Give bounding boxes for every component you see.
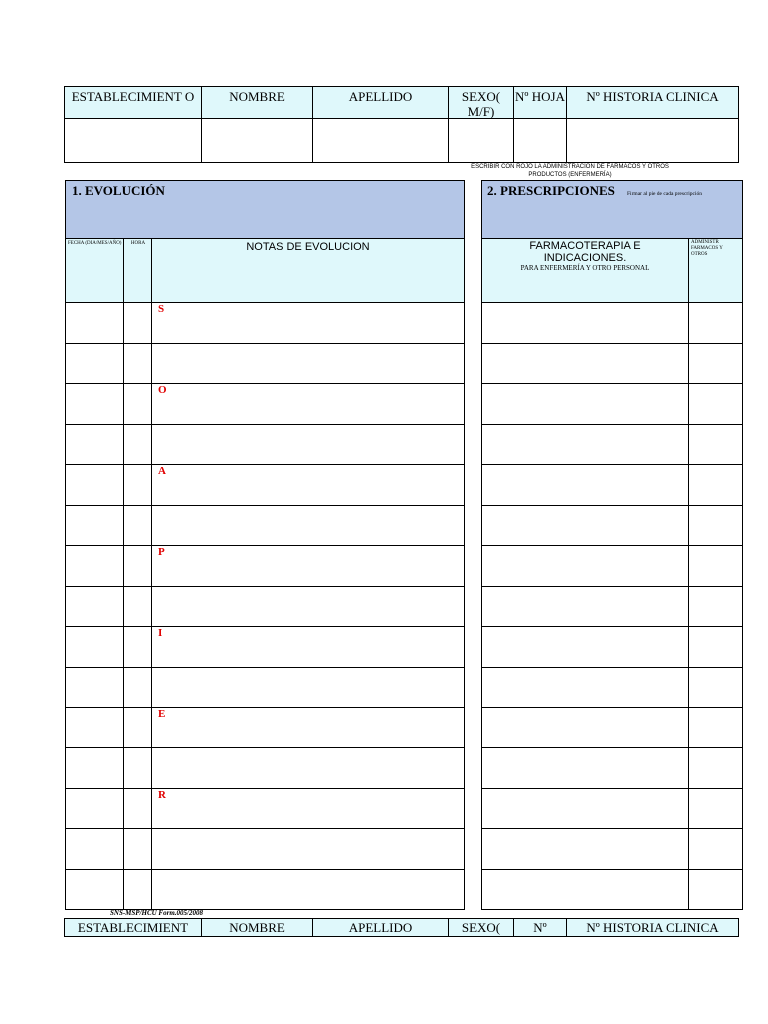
evolucion-title-bar	[66, 181, 464, 239]
establecimiento-field[interactable]	[65, 119, 202, 162]
evolucion-section	[65, 180, 465, 910]
footer-hoja: Nº	[514, 919, 567, 936]
evolucion-rows[interactable]	[66, 303, 464, 909]
soap-letter-s: S	[158, 303, 165, 315]
apellido-field[interactable]	[313, 119, 449, 162]
patient-header-labels	[65, 87, 738, 119]
row-divider	[482, 464, 742, 465]
row-divider	[66, 707, 464, 708]
footer-historia-clinica: Nº HISTORIA CLINICA	[586, 920, 719, 935]
header-apellido: APELLIDO	[313, 87, 449, 118]
soap-letter-a: A	[158, 465, 166, 477]
row-divider	[482, 626, 742, 627]
soap-letter-r: R	[158, 789, 166, 801]
row-divider	[66, 383, 464, 384]
red-ink-note: ESCRIBIR CON ROJO LA ADMINISTRACIÓN DE FÁRMACOS Y OTROS PRODUCTOS (ENFERMERÍA)	[471, 164, 669, 178]
row-divider	[66, 747, 464, 748]
sexo-field[interactable]	[449, 119, 514, 162]
row-divider	[66, 626, 464, 627]
firmar-note: Firmar al pie de cada prescripción	[627, 191, 702, 197]
patient-header-table	[64, 86, 739, 163]
row-divider	[66, 464, 464, 465]
row-divider	[66, 545, 464, 546]
header-establecimiento: ESTABLECIMIENT O	[65, 87, 202, 118]
row-divider	[482, 383, 742, 384]
footer-header-table	[64, 918, 739, 937]
row-divider	[482, 545, 742, 546]
row-divider	[66, 828, 464, 829]
form-code: SNS-MSP/HCU Form.005/2008	[110, 909, 203, 917]
soap-letter-p: P	[158, 546, 165, 558]
prescripciones-section	[481, 180, 743, 910]
historia-clinica-field[interactable]	[567, 119, 738, 162]
hoja-field[interactable]	[514, 119, 567, 162]
row-divider	[482, 424, 742, 425]
evolucion-column-headers	[66, 239, 464, 303]
prescripciones-rows[interactable]	[482, 303, 742, 909]
row-divider	[482, 828, 742, 829]
row-divider	[482, 707, 742, 708]
header-sexo: SEXO( M/F)	[449, 87, 514, 118]
row-divider	[482, 343, 742, 344]
prescripciones-column-headers	[482, 239, 742, 303]
row-divider	[66, 586, 464, 587]
header-nombre: NOMBRE	[202, 87, 313, 118]
nombre-field[interactable]	[202, 119, 313, 162]
col-hora-label: HORA	[130, 241, 146, 246]
row-divider	[66, 869, 464, 870]
row-divider	[66, 424, 464, 425]
soap-letter-i: I	[158, 627, 163, 639]
prescripciones-title: 2. PRESCRIPCIONES	[487, 183, 615, 198]
footer-apellido: APELLIDO	[313, 919, 449, 936]
header-hoja: Nº HOJA	[514, 87, 567, 118]
evolucion-title: 1. EVOLUCIÓN	[72, 183, 165, 198]
row-divider	[66, 788, 464, 789]
row-divider	[482, 747, 742, 748]
row-divider	[66, 505, 464, 506]
col-farmaco-sublabel: PARA ENFERMERÍA Y OTRO PERSONAL	[520, 264, 650, 272]
prescripciones-title-bar	[482, 181, 742, 239]
header-historia-clinica: Nº HISTORIA CLINICA	[586, 89, 719, 104]
footer-nombre: NOMBRE	[202, 919, 313, 936]
col-notas-label: NOTAS DE EVOLUCION	[246, 241, 370, 253]
footer-sexo: SEXO(	[449, 919, 514, 936]
row-divider	[66, 667, 464, 668]
soap-letter-o: O	[158, 384, 167, 396]
col-farmaco-label: FARMACOTERAPIA E INDICACIONES.	[529, 240, 641, 264]
col-fecha-label: FECHA (DIA/MES/AÑO)	[68, 241, 122, 246]
row-divider	[482, 667, 742, 668]
row-divider	[482, 788, 742, 789]
row-divider	[482, 505, 742, 506]
col-admin-label: ADMINISTR FARMACOS Y OTROS	[691, 240, 723, 257]
row-divider	[482, 586, 742, 587]
footer-establecimiento: ESTABLECIMIENT	[65, 919, 202, 936]
soap-letter-e: E	[158, 708, 166, 720]
row-divider	[482, 869, 742, 870]
row-divider	[66, 343, 464, 344]
patient-header-values	[65, 119, 738, 162]
